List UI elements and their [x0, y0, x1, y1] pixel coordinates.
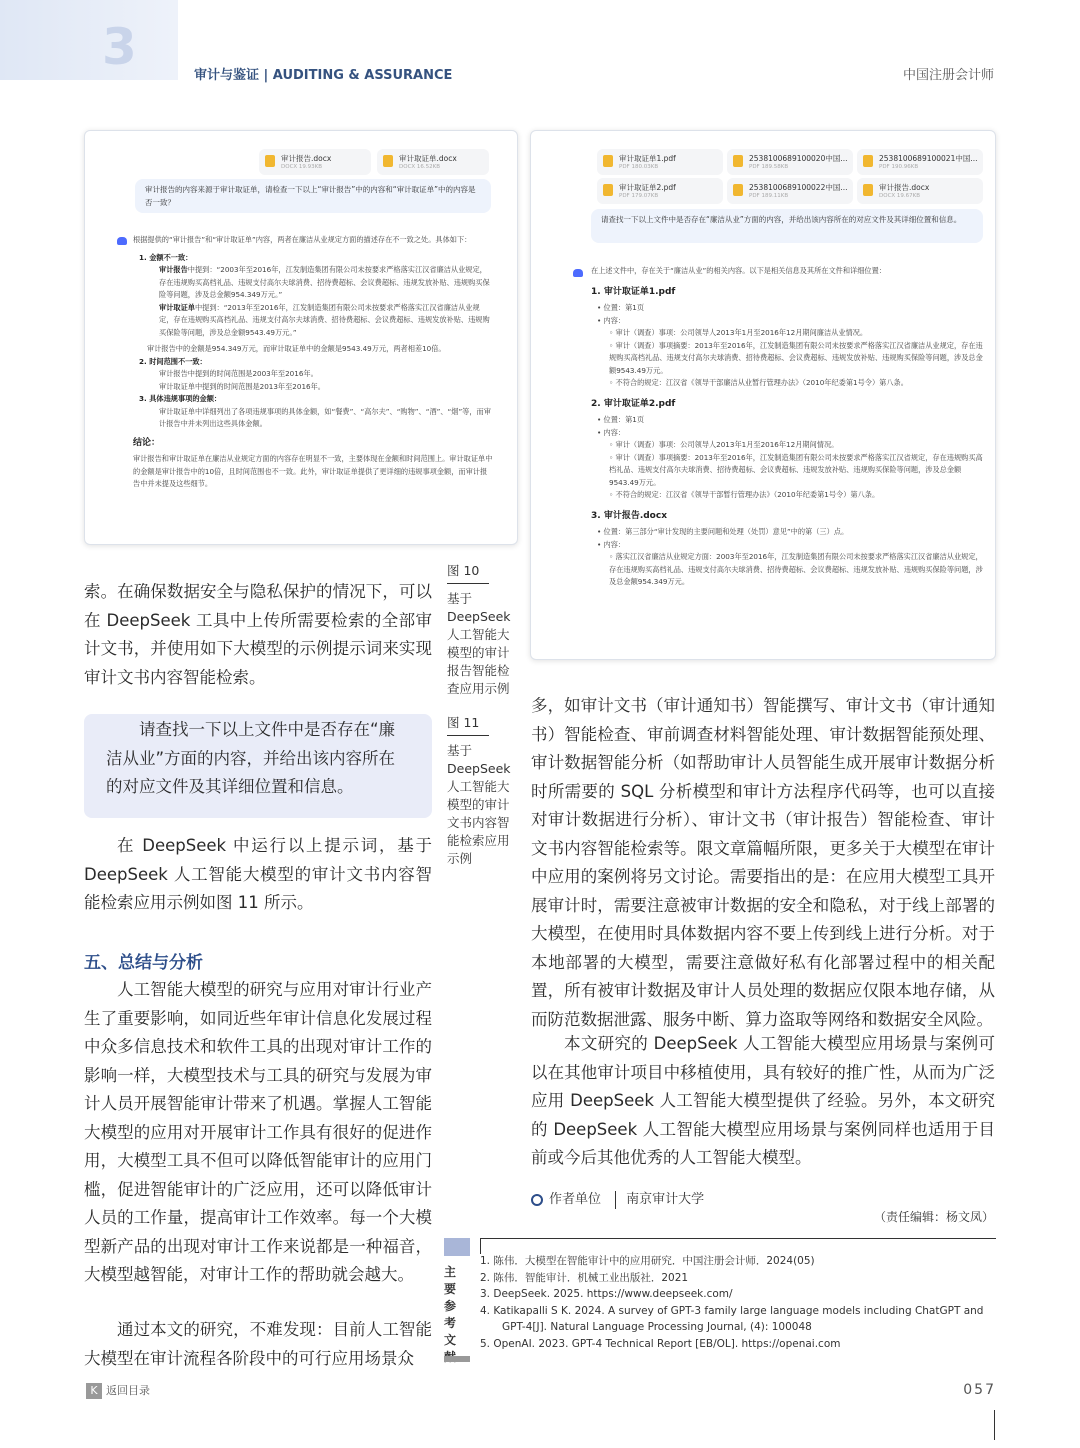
- left-paragraph-1: 索。在确保数据安全与隐私保护的情况下，可以在 DeepSeek 工具中上传所需要检索的全部审计文书，并使用如下大模型的示例提示词来实现审计文书内容智能检索。: [84, 582, 432, 687]
- page-number: 057: [963, 1382, 996, 1398]
- user-question: 请查找一下以上文件中是否存在“廉洁从业”方面的内容，并给出该内容所在的对应文件及其详细位置和信息。: [591, 209, 983, 243]
- user-question: 审计报告的内容来源于审计取证单，请检查一下以上“审计报告”中的内容和“审计取证单”中的内容是否一致？: [135, 179, 491, 213]
- deepseek-icon: [573, 269, 583, 277]
- file-chip: 2538100689100021中国... PDF 190.96KB: [857, 149, 983, 175]
- document-icon: [265, 155, 275, 167]
- editor-note: （责任编辑：杨文凤）: [873, 1210, 994, 1224]
- file-chip: 审计取证单1.pdf PDF 180.03KB: [597, 149, 723, 175]
- journal-name: 中国注册会计师: [902, 68, 994, 83]
- references-list: [480, 1253, 996, 1352]
- back-to-contents[interactable]: K 返回目录: [86, 1382, 150, 1399]
- file-chip: 2538100689100020中国... PDF 189.58KB: [727, 149, 853, 175]
- figure-11-screenshot: [530, 130, 996, 660]
- answer-body: 根据提供的“审计报告”和“审计取证单”内容，两者在廉洁从业规定方面的描述存在不一致之处。具体如下： 1. 金额不一致： 审计报告中提到：“2003年至2016年，江发制造集团有限公司未按要求严格落实江汉省廉洁从业规定，存在违规购买高档礼品、违规支付高尔夫球消费、招待费超标、会议费超标、违规发放补贴、违规购买保险等问题，涉及总金额954.349万元。” 审计取证单中提到：“2013年至2016年，江发制造集团有限公司未按要求严格落实江汉省廉洁从业规定，存在违规购买高档礼品、违规支付高尔夫球消费、招待费超标、会议费超标、违规发放补贴、违规购买保险等问题，涉及总金额9543.49万元。” 审计报告中的金额是954.349万元，而审计取证单中的金额是9543.49万元，两者相差10倍。 2. 时间范围不一致： 审计报告中提到的时间范围是2003年至2016年。 审计取证单中提到的时间范围是2013年至2016年。 3. 具体违规事项的金额： 审计取证单中详细列出了各项违规事项的具体金额，如“餐费”、“高尔夫”、“购物”、“酒”、“烟”等，而审计报告中并未列出这些具体金额。 结论： 审计报告和审计取证单在廉洁从业规定方面的内容存在明显不一致，主要体现在金额和时间范围上。审计取证单中的金额是审计报告中的10倍，且时间范围也不一致。此外，审计取证单提供了更详细的违规事项金额，而审计报告中并未提及这些细节。: [133, 235, 493, 488]
- reference-item: 2. 陈伟．智能审计．机械工业出版社．2021: [480, 1271, 689, 1284]
- references-marker: [444, 1238, 470, 1256]
- section-heading: 五、总结与分析: [84, 953, 203, 973]
- bullet-icon: [531, 1194, 543, 1206]
- author-affiliation: 作者单位 南京审计大学: [531, 1188, 704, 1209]
- left-paragraph-3: 人工智能大模型的研究与应用对审计行业产生了重要影响，如同近些年审计信息化发展过程中众多信息技术和软件工具的出现对审计工作的影响一样，大模型技术与工具的研究与发展为审计人员开展智能审计带来了机遇。掌握人工智能大模型的应用对开展审计工作具有很好的促进作用，大模型工具不但可以降低智能审计的应用门槛，促进智能审计的广泛应用，还可以降低审计人员的工作量，提高审计工作效率。每一个大模型新产品的出现对审计工作来说都是一种福音，大模型越智能，对审计工作的帮助就会越大。: [84, 980, 432, 1284]
- document-icon: [863, 184, 873, 196]
- references-rule-left: [480, 1238, 481, 1254]
- reference-item: 4. Katikapalli S K. 2024. A survey of GPT-3 family large language models including ChatGPT and GPT-4[J]. Natural Language Processing Journal, (4): 100048: [480, 1304, 984, 1333]
- document-icon: [603, 184, 613, 196]
- document-icon: [383, 155, 393, 167]
- reference-item: 5. OpenAI. 2023. GPT-4 Technical Report [EB/OL]. https://openai.com: [480, 1337, 841, 1350]
- deepseek-icon: [117, 237, 127, 245]
- answer-body: 在上述文件中，存在关于“廉洁从业”的相关内容。以下是相关信息及其所在文件和详细位置： 1. 审计取证单1.pdf • 位置：第1页 • 内容： ◦ 审计（调查）事项：公司领导人2013年1月至2016年12月期间廉洁从业情况。 ◦ 审计（调查）事项摘要：2013年至2016年，江发制造集团有限公司未按要求严格落实江汉省廉洁从业规定，存在违规购买高档礼品、违规支付高尔夫球消费、招待费超标、会议费超标、违规发放补贴、违规购买保险等问题，涉及总金额9543.49万元。 ◦ 不符合的规定：江汉省《领导干部廉洁从业暂行管理办法》（2010年纪委第1号令）第八条。 2. 审计取证单2.pdf • 位置：第1页 • 内容： ◦ 审计（调查）事项：公司领导人2013年1月至2016年12月期间情况。 ◦ 审计（调查）事项摘要：2013年至2016年，江发制造集团有限公司未按要求严格落实江汉省规定，存在违规购买高档礼品、违规支付高尔夫球消费、招待费超标、会议费超标、违规发放补贴、违规购买保险等问题，涉及总金额9543.49万元。 ◦ 不符合的规定：江汉省《领导干部暂行管理办法》（2010年纪委第1号令）第八条。 3. 审计报告.docx • 位置：第三部分“审计发现的主要问题和处理（处罚）意见”中的第（三）点。 • 内容： ◦ 落实江汉省廉洁从业规定方面：2003年至2016年，江发制造集团有限公司未按要求严格落实江汉省廉洁从业规定，存在违规购买高档礼品、违规支付高尔夫球消费、招待费超标、会议费超标、违规发放补贴、违规购买保险等问题，涉及总金额954.349万元。: [591, 266, 983, 586]
- reference-item: 3. DeepSeek. 2025. https://www.deepseek.com/: [480, 1288, 733, 1300]
- prompt-example-box: 请查找一下以上文件中是否存在“廉洁从业”方面的内容，并给出该内容所在的对应文件及其详细位置和信息。: [84, 714, 432, 818]
- left-paragraph-4: 通过本文的研究，不难发现：目前人工智能大模型在审计流程各阶段中的可行应用场景众: [84, 1320, 432, 1368]
- document-icon: [603, 155, 613, 167]
- references-rule: [480, 1238, 996, 1239]
- header-decoration: [0, 0, 178, 80]
- right-paragraph-1: 多，如审计文书（审计通知书）智能撰写、审计文书（审计通知书）智能检查、审前调查材料智能处理、审计数据智能预处理、审计数据智能分析（如帮助审计人员智能生成开展审计数据分析时所需要的 SQL 分析模型和审计方法程序代码等，也可以直接对审计数据进行分析）、审计文书（审计报告）智能检查、审计文书内容智能检索等。限文章篇幅所限，更多关于大模型在审计中应用的案例将另文讨论。需要指出的是：在应用大模型工具开展审计时，需要注意被审计数据的安全和隐私，对于线上部署的大模型，在使用时具体数据内容不要上传到线上进行分析。对于本地部署的大模型，需要注意做好私有化部署过程中的相关配置，所有被审计数据及审计人员处理的数据应仅限本地存储，从而防范数据泄露、服务中断、算力盗取等网络和数据安全风险。: [531, 696, 995, 1029]
- right-paragraph-2: 本文研究的 DeepSeek 人工智能大模型应用场景与案例可以在其他审计项目中移植使用，具有较好的推广性，从而为广泛应用 DeepSeek 人工智能大模型提供了经验。另外，本文研究的 DeepSeek 人工智能大模型应用场景与案例同样也适用于目前或今后其他优秀的人工智能大模型。: [531, 1034, 995, 1167]
- left-paragraph-2: 在 DeepSeek 中运行以上提示词，基于 DeepSeek 人工智能大模型的审计文书内容智能检索应用示例如图 11 所示。: [84, 836, 432, 912]
- figure-10-screenshot: [84, 130, 518, 545]
- references-end-marker: [444, 1356, 470, 1362]
- file-chip: 审计取证单.docx DOCX 16.52KB: [377, 149, 489, 175]
- document-icon: [733, 155, 743, 167]
- reference-item: 1. 陈伟．大模型在智能审计中的应用研究．中国注册会计师．2024(05): [480, 1255, 815, 1267]
- file-chip: 2538100689100022中国... PDF 189.11KB: [727, 178, 853, 204]
- back-icon: K: [86, 1383, 102, 1399]
- document-icon: [733, 184, 743, 196]
- file-chip: 审计报告.docx DOCX 19.67KB: [857, 178, 983, 204]
- figure-10-caption: 图 10 基于DeepSeek人工智能大模型的审计报告智能检查应用示例: [447, 563, 511, 696]
- footer-rule: [994, 1410, 995, 1440]
- section-title: 审计与鉴证 | AUDITING & ASSURANCE: [194, 68, 453, 83]
- references-label: 主要参考文: [444, 1265, 461, 1347]
- document-icon: [863, 155, 873, 167]
- figure-11-caption: 图 11 基于DeepSeek人工智能大模型的审计文书内容智能检索应用示例: [447, 715, 511, 866]
- issue-number: 3: [102, 18, 133, 76]
- file-chip: 审计取证单2.pdf PDF 179.07KB: [597, 178, 723, 204]
- file-chip: 审计报告.docx DOCX 19.93KB: [259, 149, 371, 175]
